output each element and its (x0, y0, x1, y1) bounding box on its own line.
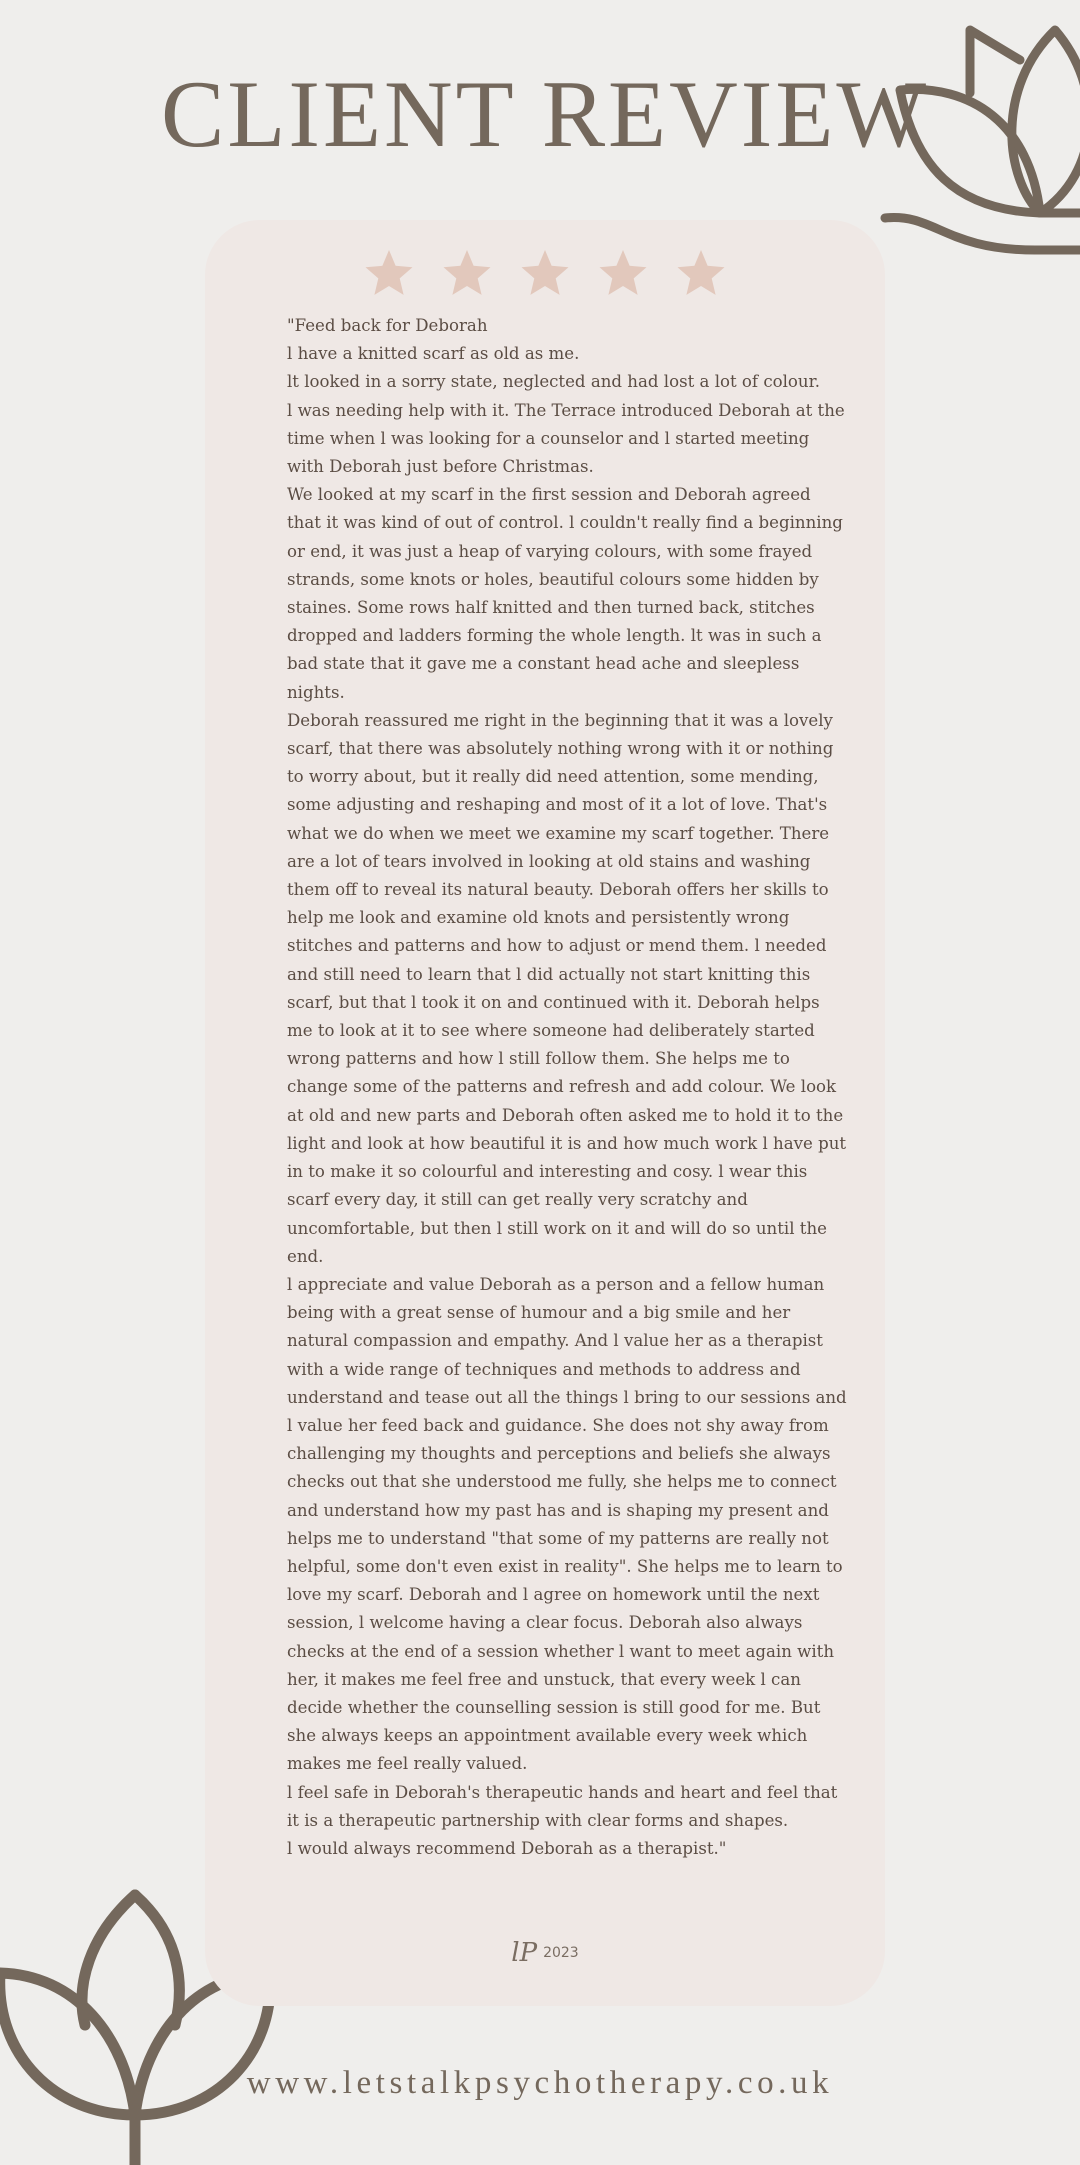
review-paragraph: l would always recommend Deborah as a therapist." (287, 1838, 727, 1858)
review-text (287, 312, 847, 1863)
review-paragraph: l feel safe in Deborah's therapeutic hands and heart and feel that it is a therapeutic partnership with clear forms and shapes. (287, 1782, 838, 1830)
lotus-icon (875, 18, 1080, 268)
signature-initials: lP (511, 1938, 538, 1968)
star-icon (676, 248, 726, 296)
signature-year: 2023 (543, 1945, 579, 1961)
star-rating (205, 248, 885, 296)
review-paragraph: l have a knitted scarf as old as me. (287, 344, 580, 364)
review-paragraph: l was needing help with it. The Terrace introduced Deborah at the time when l was looking for a counselor and l started meeting with Deborah just before Christmas. (287, 400, 845, 477)
website-url: www.letstalkpsychotherapy.co.uk (246, 2065, 834, 2101)
star-icon (442, 248, 492, 296)
review-paragraph: Deborah reassured me right in the beginning that it was a lovely scarf, that there was absolutely nothing wrong with it or nothing to worry about, but it really did need attention, some mending, some adjusting and reshaping and most of it a lot of love. That's what we do when we meet we examine my scarf together. There are a lot of tears involved in looking at old stains and washing them off to reveal its natural beauty. Deborah offers her skills to help me look and examine old knots and persistently wrong stitches and patterns and how to adjust or mend them. l needed and still need to learn that l did actually not start knitting this scarf, but that l took it on and continued with it. Deborah helps me to look at it to see where someone had deliberately started wrong patterns and how l still follow them. She helps me to change some of the patterns and refresh and add colour. We look at old and new parts and Deborah often asked me to hold it to the light and look at how beautiful it is and how much work l have put in to make it so colourful and interesting and cosy. l wear this scarf every day, it still can get really very scratchy and uncomfortable, but then l still work on it and will do so until the end. (287, 710, 847, 1266)
review-paragraph: "Feed back for Deborah (287, 316, 488, 335)
star-icon (364, 248, 414, 296)
review-card (205, 220, 885, 2006)
star-icon (598, 248, 648, 296)
review-paragraph: We looked at my scarf in the first session and Deborah agreed that it was kind of out of control. l couldn't really find a beginning or end, it was just a heap of varying colours, with some frayed strands, some knots or holes, beautiful colours some hidden by staines. Some rows half knitted and then turned back, stitches dropped and ladders forming the whole length. lt was in such a bad state that it gave me a constant head ache and sleepless nights. (287, 485, 843, 702)
star-icon (520, 248, 570, 296)
review-paragraph: lt looked in a sorry state, neglected and had lost a lot of colour. (287, 372, 820, 392)
review-paragraph: l appreciate and value Deborah as a person and a fellow human being with a great sense of humour and a big smile and her natural compassion and empathy. And l value her as a therapist with a wide range of techniques and methods to address and understand and tease out all the things l bring to our sessions and l value her feed back and guidance. She does not shy away from challenging my thoughts and perceptions and beliefs she always checks out that she understood me fully, she helps me to connect and understand how my past has and is shaping my present and helps me to understand "that some of my patterns are really not helpful, some don't even exist in reality". She helps me to learn to love my scarf. Deborah and l agree on homework until the next session, l welcome having a clear focus. Deborah also always checks at the end of a session whether l want to meet again with her, it makes me feel free and unstuck, that every week l can decide whether the counselling session is still good for me. But she always keeps an appointment available every week which makes me feel really valued. (287, 1274, 847, 1774)
page-title: CLIENT REVIEW (160, 61, 930, 167)
review-signature (205, 1938, 885, 1968)
